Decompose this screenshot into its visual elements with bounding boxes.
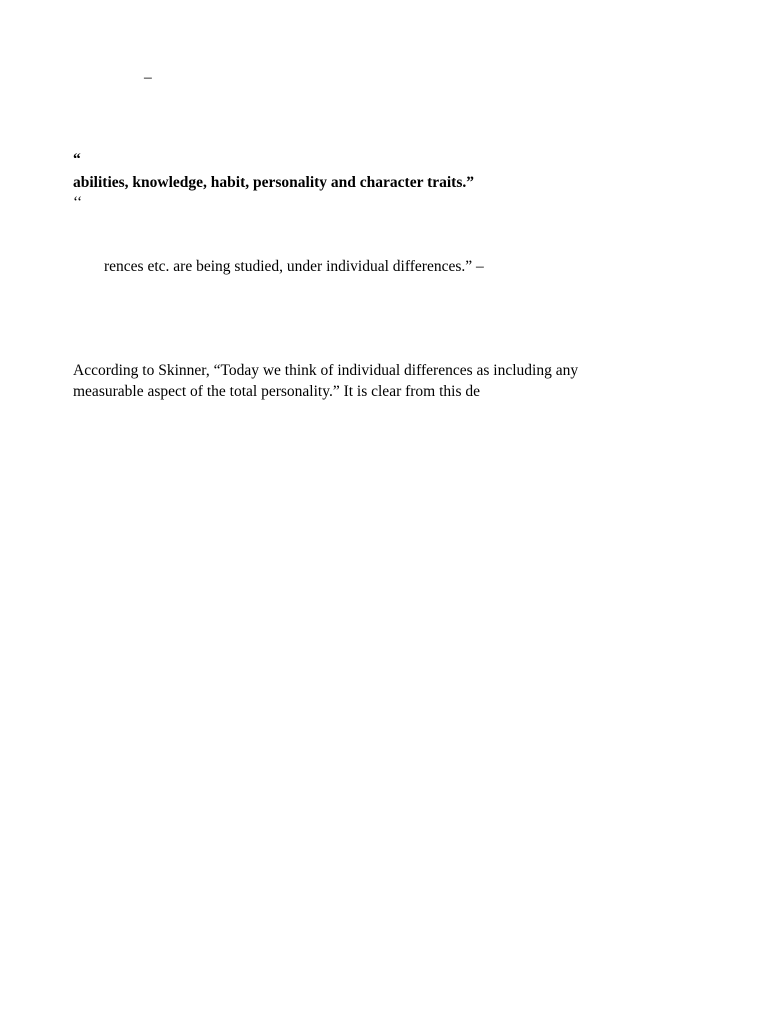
text-line-definition: abilities, knowledge, habit, personality and character traits.”	[73, 174, 474, 191]
text-fragment-dash: –	[144, 69, 152, 86]
text-line-skinner-1: According to Skinner, “Today we think of individual differences as including any	[73, 362, 579, 379]
text-fragment-open-quote: “	[73, 151, 81, 168]
text-fragment-quote-mark: ‘‘	[73, 194, 83, 211]
text-line-differences: rences etc. are being studied, under individual differences.” –	[104, 258, 484, 275]
text-line-skinner-2: measurable aspect of the total personality.” It is clear from this de	[73, 383, 481, 400]
